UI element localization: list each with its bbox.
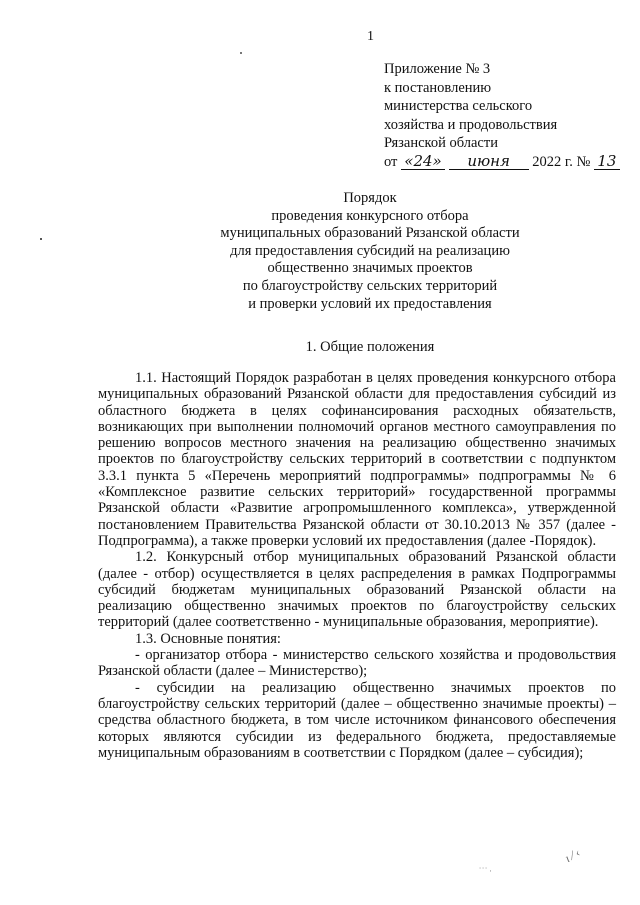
appendix-date-line bbox=[384, 153, 620, 172]
document-title bbox=[100, 190, 640, 313]
appendix-line: министерства сельского bbox=[384, 98, 533, 115]
page-number: 1 bbox=[367, 29, 374, 44]
appendix-line: Рязанской области bbox=[384, 135, 498, 152]
handwritten-month: июня bbox=[449, 154, 529, 170]
scan-mark: ı ⁄ ‹ bbox=[562, 845, 583, 865]
appendix-line: хозяйства и продовольствия bbox=[384, 116, 558, 133]
title-line: муниципальных образований Рязанской области bbox=[220, 225, 520, 242]
appendix-block bbox=[384, 60, 620, 172]
definition-item: - субсидии на реализацию общественно значимых проектов по благоустройству сельских территорий (далее – общественно значимые проекты) – средства областного бюджета, в том числе источником финансового обеспечения которых являются субсидии из федерального бюджета, предоставляемые муниципальным образованиям в соответствии с Порядком (далее – субсидия); bbox=[98, 679, 616, 761]
handwritten-number: 13 bbox=[594, 154, 620, 170]
date-year: 2022 г. № bbox=[532, 153, 591, 170]
paragraph-1-2: 1.2. Конкурсный отбор муниципальных образований Рязанской области (далее - отбор) осуществляется в целях распределения в рамках Подпрограммы субсидий бюджетам муниципальных образований Рязанской области на реализацию общественно значимых проектов по благоустройству сельских территорий (далее соответственно - муниципальные образования, мероприятие). bbox=[98, 549, 616, 631]
title-line: и проверки условий их предоставления bbox=[248, 295, 492, 312]
date-prefix: от bbox=[384, 153, 398, 170]
scan-speck bbox=[40, 238, 42, 240]
appendix-line: Приложение № 3 bbox=[384, 61, 491, 77]
title-line: Порядок bbox=[343, 190, 397, 206]
paragraph-1-3: 1.3. Основные понятия: bbox=[135, 630, 281, 647]
handwritten-day: «24» bbox=[401, 154, 445, 170]
title-line: по благоустройству сельских территорий bbox=[242, 277, 498, 294]
definition-item: - организатор отбора - министерство сельского хозяйства и продовольствия Рязанской области (далее – Министерство); bbox=[98, 647, 616, 680]
title-line: проведения конкурсного отбора bbox=[271, 207, 469, 224]
title-line: общественно значимых проектов bbox=[267, 260, 473, 277]
scan-mark: ˙˙˙ · bbox=[478, 866, 492, 876]
appendix-line: к постановлению bbox=[384, 79, 492, 96]
section-heading: 1. Общие положения bbox=[305, 339, 435, 355]
paragraph-1-1: 1.1. Настоящий Порядок разработан в целях проведения конкурсного отбора муниципальных образований Рязанской области для предоставления субсидий из областного бюджета в целях софинансирования расходных обязательств, возникающих при выполнении полномочий органов местного самоуправления по решению вопросов местного значения на реализацию общественно значимых проектов по благоустройству сельских территорий в соответствии с подпунктом 3.3.1 пункта 5 «Перечень мероприятий подпрограммы» подпрограммы № 6 «Комплексное развитие сельских территорий» государственной программы Рязанской области «Развитие агропромышленного комплекса», утвержденной постановлением Правительства Рязанской области от 30.10.2013 № 357 (далее - Подпрограмма), а также проверки условий их предоставления (далее -Порядок). bbox=[98, 370, 616, 549]
title-line: для предоставления субсидий на реализацию bbox=[230, 242, 510, 259]
document-body bbox=[98, 370, 616, 761]
scan-speck bbox=[240, 52, 242, 54]
